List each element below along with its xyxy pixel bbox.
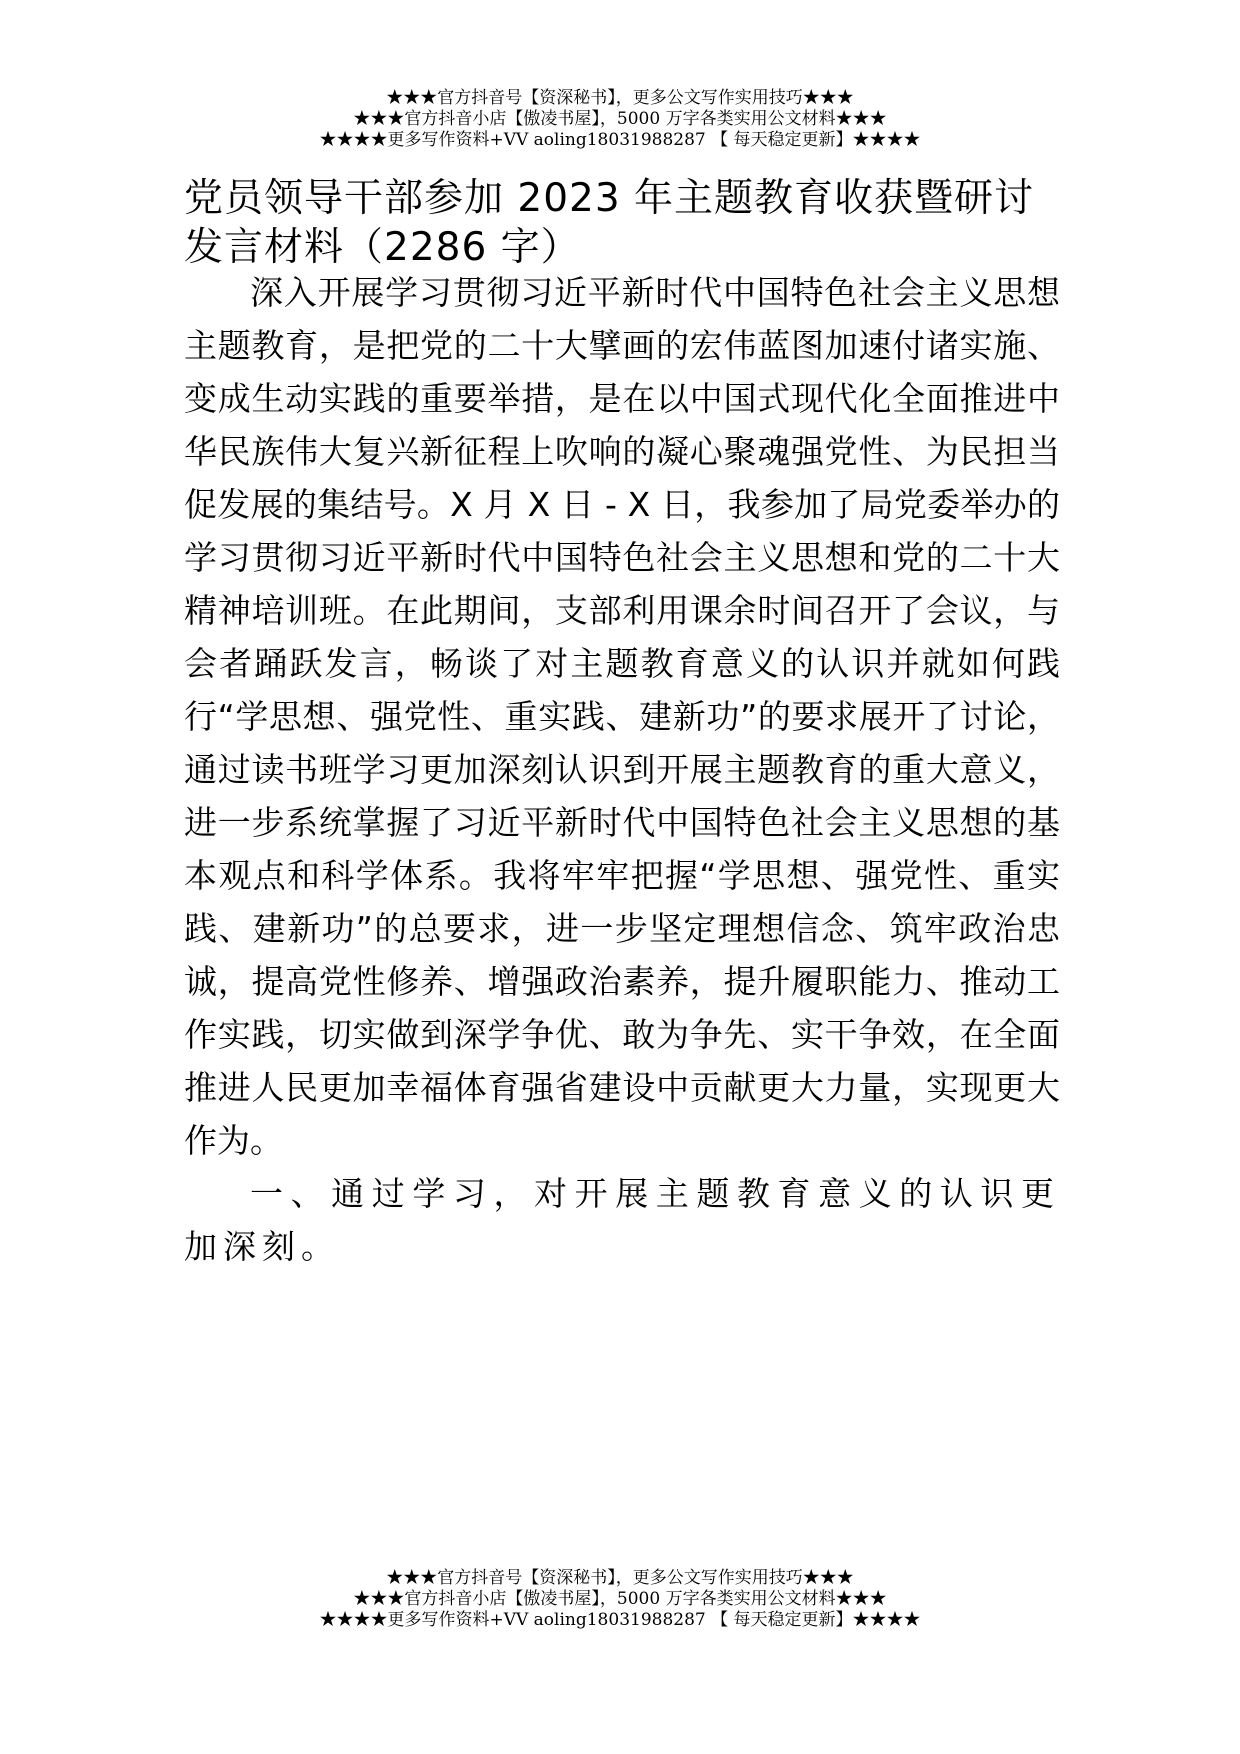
footer-banner-line-1: ★★★官方抖音号【资深秘书】，更多公文写作实用技巧★★★ [386, 1568, 854, 1588]
footer-banner-line-3: ★★★★更多写作资料+VV aoling18031988287 【 每天稳定更新】★★★★ [319, 1610, 921, 1630]
header-banner-line-2: ★★★官方抖音小店【傲凌书屋】，5000 万字各类实用公文材料★★★ [353, 109, 887, 129]
footer-promo-banner [0, 1568, 1240, 1631]
document-title: 党员领导干部参加 2023 年主题教育收获暨研讨发言材料（2286 字） [184, 176, 1035, 270]
document-body [184, 266, 1060, 1273]
body-paragraph: 深入开展学习贯彻习近平新时代中国特色社会主义思想主题教育，是把党的二十大擘画的宏伟蓝图加速付诸实施、变成生动实践的重要举措，是在以中国式现代化全面推进中华民族伟大复兴新征程上吹响的凝心聚魂强党性、为民担当促发展的集结号。X 月 X 日 - X 日，我参加了局党委举办的学习贯彻习近平新时代中国特色社会主义思想和党的二十大精神培训班。在此期间，支部利用课余时间召开了会议，与会者踊跃发言，畅谈了对主题教育意义的认识并就如何践行“学思想、强党性、重实践、建新功”的要求展开了讨论，通过读书班学习更加深刻认识到开展主题教育的重大意义，进一步系统掌握了习近平新时代中国特色社会主义思想的基本观点和科学体系。我将牢牢把握“学思想、强党性、重实践、建新功”的总要求，进一步坚定理想信念、筑牢政治忠诚，提高党性修养、增强政治素养，提升履职能力、推动工作实践，切实做到深学争优、敢为争先、实干争效，在全面推进人民更加幸福体育强省建设中贡献更大力量，实现更大作为。 [184, 273, 1060, 1160]
footer-banner-line-2: ★★★官方抖音小店【傲凌书屋】，5000 万字各类实用公文材料★★★ [353, 1589, 887, 1609]
section-heading: 一、通过学习，对开展主题教育意义的认识更加深刻。 [184, 1174, 1060, 1266]
header-promo-banner [0, 88, 1240, 151]
header-banner-line-1: ★★★官方抖音号【资深秘书】，更多公文写作实用技巧★★★ [386, 88, 854, 108]
header-banner-line-3: ★★★★更多写作资料+VV aoling18031988287 【 每天稳定更新】★★★★ [319, 130, 921, 150]
